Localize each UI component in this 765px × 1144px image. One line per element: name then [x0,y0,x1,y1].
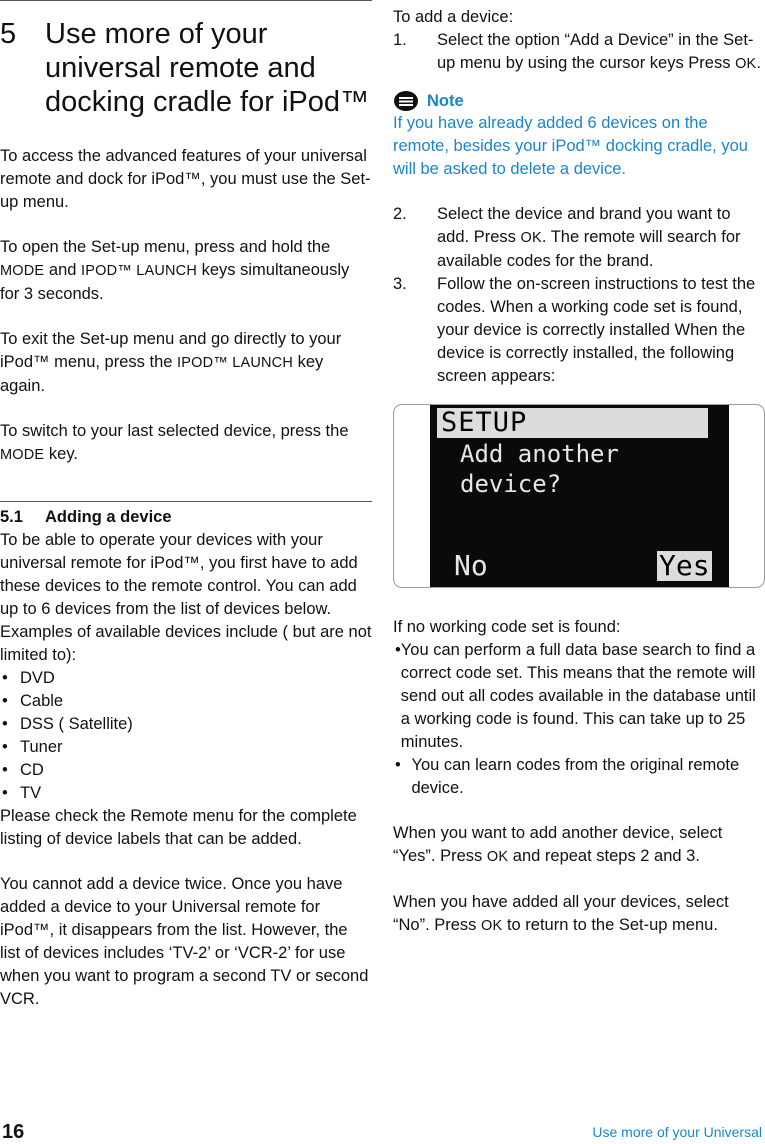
switch-device-paragraph: To switch to your last selected device, press the MODE key. [0,422,349,463]
section-intro: To be able to operate your devices with your universal remote for iPod™, you first have to add these devices to the remote control. You can add up to 6 devices from the list of devices below. Examples of available devices include ( but are not limited to): [0,531,372,664]
steps-list-a [393,29,763,76]
list-item: • TV [2,784,42,802]
note-label: Note [427,92,464,110]
lcd-yes-option: Yes [659,549,710,582]
chapter-number: 5 [0,18,17,50]
intro-paragraph: To access the advanced features of your universal remote and dock for iPod™, you must use the Set-up menu. [0,147,371,211]
not-found-intro: If no working code set is found: [393,618,621,636]
list-item: • You can perform a full data base search to find a correct code set. This means that the remote will send out all codes available in the database until a working code is found. This can take up to 25 minutes. [395,641,756,751]
ok-key-label: OK [486,849,509,865]
add-device-intro: To add a device: [393,8,514,26]
running-footer: Use more of your Universal [592,1124,762,1140]
complete-listing-paragraph: Please check the Remote menu for the complete listing of device labels that can be added. [0,807,357,848]
step-2: 2. Select the device and brand you want to add. Press OK. The remote will search for available codes for the brand. [393,205,741,270]
list-item: • DVD [2,669,55,687]
steps-list-b [393,203,763,388]
add-another-paragraph: When you want to add another device, select “Yes”. Press OK and repeat steps 2 and 3. [393,824,723,865]
right-column [393,0,763,938]
note-icon [393,90,419,112]
done-paragraph: When you have added all your devices, select “No”. Press OK to return to the Set-up menu. [393,893,729,934]
list-item: • Tuner [2,738,63,756]
mode-key-label: MODE [0,447,45,463]
list-item: • CD [2,761,44,779]
mode-key-label: MODE [0,263,45,279]
section-heading [0,506,372,529]
list-item: • You can learn codes from the original remote device. [395,756,740,797]
duplicate-device-paragraph: You cannot add a device twice. Once you have added a device to your Universal remote for iPod™, it disappears from the list. However, the list of devices includes ‘TV-2’ or ‘VCR-2’ for use when you want to program a second TV or second VCR. [0,875,369,1008]
not-found-list [393,639,763,800]
chapter-title: Use more of your universal remote and docking cradle for iPod™ [45,18,369,118]
ok-key-label: OK [735,56,757,72]
left-column [0,0,372,1011]
list-item: • Cable [2,692,64,710]
section-rule [0,501,372,502]
ipod-launch-key-label: IPOD™ LAUNCH [177,355,294,371]
lcd-prompt: Add another device? [460,440,619,498]
list-item: • DSS ( Satellite) [2,715,133,733]
step-1: 1. Select the option “Add a Device” in the Set-up menu by using the cursor keys Press OK. [393,31,762,72]
top-rule [0,0,372,1]
ipod-launch-key-label: IPOD™ LAUNCH [81,263,198,279]
note-heading [393,90,763,112]
lcd-display [430,405,729,587]
lcd-no-option: No [454,549,488,582]
open-setup-paragraph: To open the Set-up menu, press and hold the MODE and IPOD™ LAUNCH keys simultaneously for 3 seconds. [0,238,350,303]
page-number: 16 [2,1121,25,1143]
section-number: 5.1 [0,508,23,526]
lcd-title: SETUP [437,408,708,438]
setup-screen-image [393,404,765,588]
chapter-heading [0,17,372,119]
device-list [0,667,372,805]
exit-setup-paragraph: To exit the Set-up menu and go directly to your iPod™ menu, press the IPOD™ LAUNCH key again. [0,330,342,395]
ok-key-label: OK [520,230,542,246]
note-text: If you have already added 6 devices on the remote, besides your iPod™ docking cradle, you will be asked to delete a device. [393,114,748,178]
section-title: Adding a device [45,508,172,526]
step-3: 3. Follow the on-screen instructions to test the codes. When a working code set is found, your device is correctly installed When the device is correctly installed, the following screen appears: [393,275,756,385]
ok-key-label: OK [481,918,503,934]
